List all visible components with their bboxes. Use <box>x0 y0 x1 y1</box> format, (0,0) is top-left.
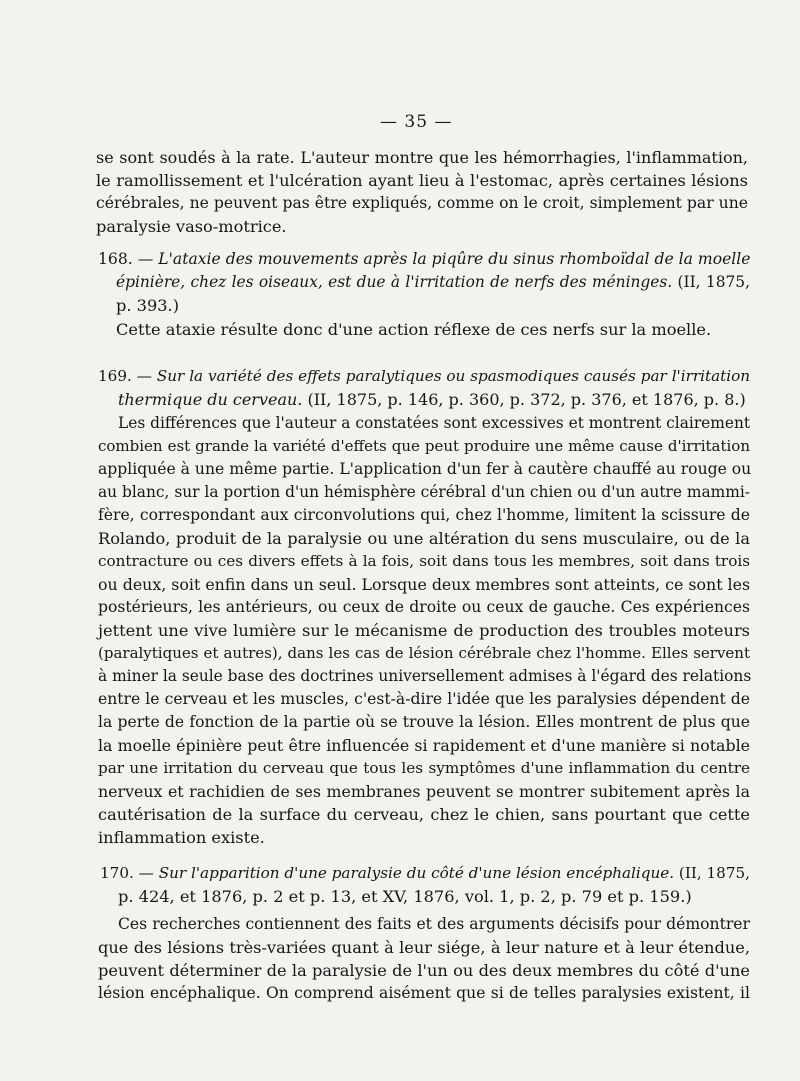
entry-title: — Sur la variété des effets paralytiques ou spasmodiques causés par l'irritation <box>136 367 751 385</box>
text-line: lésion encéphalique. On comprend aisément que si de telles paralysies existent, il <box>98 984 750 1002</box>
entry-170-body <box>98 913 750 1005</box>
entry-title: thermique du cerveau. <box>118 390 303 409</box>
text-line: jettent une vive lumière sur le mécanisme de production des troubles moteurs <box>98 621 750 640</box>
text-line: Cette ataxie résulte donc d'une action réflexe de ces nerfs sur la moelle. <box>116 320 712 339</box>
text-line: fère, correspondant aux circonvolutions qui, chez l'homme, limitent la scissure de <box>98 506 750 524</box>
text-line: Les différences que l'auteur a constatées sont excessives et montrent clairement <box>118 414 751 432</box>
intro-paragraph <box>96 146 748 238</box>
text-line: peuvent déterminer de la paralysie de l'un ou des deux membres du côté d'une <box>98 961 750 980</box>
entry-title: épinière, chez les oiseaux, est due à l'irritation de nerfs des méninges. <box>116 273 673 291</box>
text-line: nerveux et rachidien de ses membranes peuvent se montrer subitement après la <box>98 782 750 801</box>
entry-169-heading-cont <box>118 388 750 411</box>
entry-number: 168. <box>98 250 133 268</box>
text-line: par une irritation du cerveau que tous les symptômes d'une inflammation du centre <box>98 759 750 777</box>
text-line: (paralytiques et autres), dans les cas de lésion cérébrale chez l'homme. Elles servent <box>98 644 750 662</box>
entry-reference: (II, 1875, <box>677 273 750 291</box>
entry-title: — L'ataxie des mouvements après la piqûre du sinus rhomboïdal de la moelle <box>137 250 751 268</box>
text-line: au blanc, sur la portion d'un hémisphère cérébral d'un chien ou d'un autre mammi- <box>98 483 750 501</box>
text-line: le ramollissement et l'ulcération ayant lieu à l'estomac, après certaines lésions <box>96 171 748 190</box>
text-line: paralysie vaso-motrice. <box>96 217 287 236</box>
text-line: entre le cerveau et les muscles, c'est-à-dire l'idée que les paralysies dépendent de <box>98 690 750 708</box>
entry-reference: p. 424, et 1876, p. 2 et p. 13, et XV, 1876, vol. 1, p. 2, p. 79 et p. 159.) <box>118 887 692 906</box>
text-line: postérieurs, les antérieurs, ou ceux de droite ou ceux de gauche. Ces expériences <box>98 598 750 616</box>
text-line: que des lésions très-variées quant à leur siége, à leur nature et à leur étendue, <box>98 938 750 957</box>
page-number: — 35 — <box>380 112 453 132</box>
text-line: la perte de fonction de la partie où se trouve la lésion. Elles montrent de plus que <box>98 713 750 731</box>
text-line: la moelle épinière peut être influencée si rapidement et d'une manière si notable <box>98 736 750 755</box>
text-line: appliquée à une même partie. L'application d'un fer à cautère chauffé au rouge ou <box>98 460 752 478</box>
entry-170-heading-cont <box>118 885 750 908</box>
entry-168-heading <box>98 248 750 271</box>
entry-number: 170. <box>100 864 134 882</box>
text-line: cautérisation de la surface du cerveau, chez le chien, sans pourtant que cette <box>98 805 750 824</box>
entry-reference: p. 393.) <box>116 296 180 315</box>
text-line: se sont soudés à la rate. L'auteur montre que les hémorrhagies, l'inflammation, <box>96 148 748 167</box>
text-line: Ces recherches contiennent des faits et des arguments décisifs pour démontrer <box>118 915 750 933</box>
entry-reference: (II, 1875, <box>678 864 750 882</box>
text-line: combien est grande la variété d'effets que peut produire une même cause d'irritation <box>98 437 750 455</box>
entry-title: — Sur l'apparition d'une paralysie du côté d'une lésion encéphalique. <box>138 864 675 882</box>
text-line: contracture ou ces divers effets à la fois, soit dans tous les membres, soit dans trois <box>98 552 750 570</box>
entry-reference: (II, 1875, p. 146, p. 360, p. 372, p. 376, et 1876, p. 8.) <box>307 390 746 409</box>
text-line: ou deux, soit enfin dans un seul. Lorsque deux membres sont atteints, ce sont les <box>98 575 751 594</box>
entry-168-heading-cont <box>116 271 750 317</box>
text-line: inflammation existe. <box>98 828 265 847</box>
text-line: cérébrales, ne peuvent pas être expliqués, comme on le croit, simplement par une <box>96 194 748 212</box>
entry-168-body <box>116 318 750 341</box>
text-line: à miner la seule base des doctrines universellement admises à l'égard des relations <box>98 667 752 685</box>
entry-170-heading <box>100 862 750 885</box>
entry-169-heading <box>98 365 750 388</box>
entry-169-body <box>98 412 750 849</box>
entry-number: 169. <box>98 367 132 385</box>
text-line: Rolando, produit de la paralysie ou une altération du sens musculaire, ou de la <box>98 529 750 548</box>
